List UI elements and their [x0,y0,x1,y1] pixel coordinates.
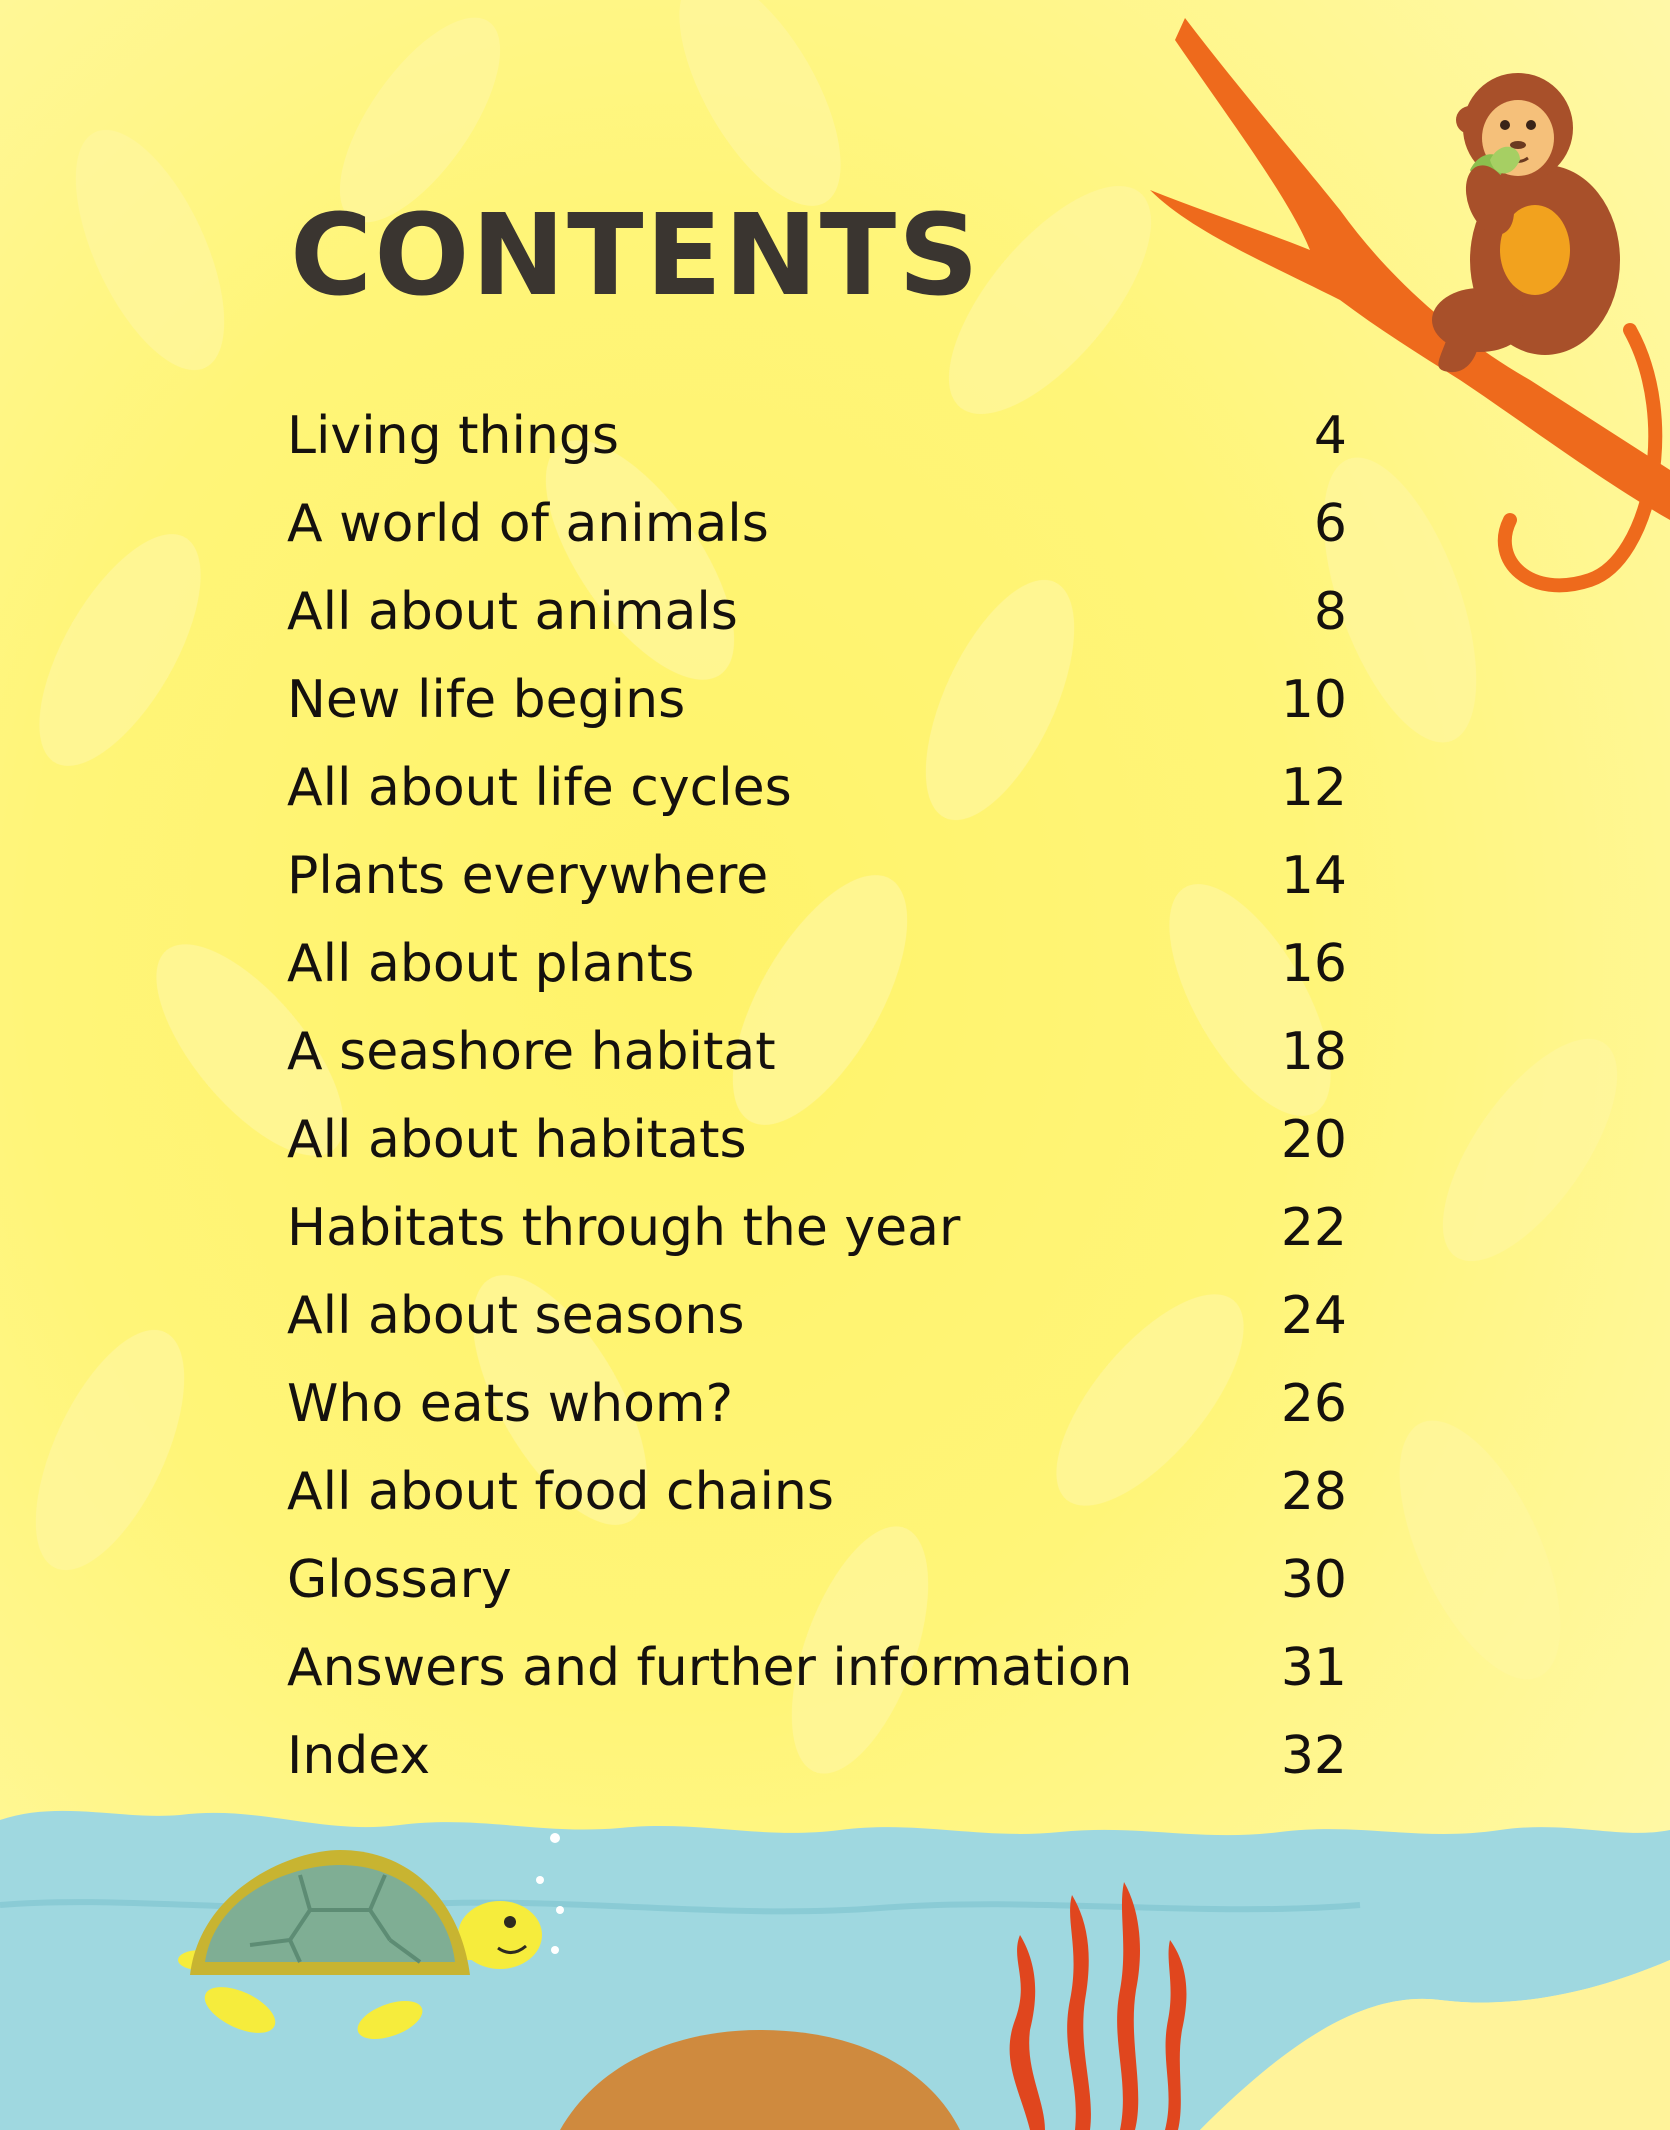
toc-entry-page: 8 [1313,582,1347,642]
toc-entry-page: 4 [1313,406,1347,466]
toc-entry-page: 30 [1280,1550,1347,1610]
toc-entry-page: 12 [1280,758,1347,818]
toc-entry-page: 14 [1280,846,1347,906]
toc-entry-page: 6 [1313,494,1347,554]
toc-entry-page: 18 [1280,1022,1347,1082]
page-title: CONTENTS [290,191,981,321]
toc-entry-page: 20 [1280,1110,1347,1170]
toc-entry-label: Who eats whom? [287,1374,734,1434]
toc-entry-label: A world of animals [287,494,769,554]
toc-entry-page: 16 [1280,934,1347,994]
toc-entry-label: Habitats through the year [287,1198,961,1258]
toc-entry-label: Answers and further information [287,1638,1133,1698]
toc-entry-page: 22 [1280,1198,1347,1258]
toc-entry-label: Plants everywhere [287,846,769,906]
toc-entry-label: All about food chains [287,1462,834,1522]
toc-entry-label: All about seasons [287,1286,745,1346]
toc-entry-page: 31 [1280,1638,1347,1698]
toc-entry-label: A seashore habitat [287,1022,776,1082]
monkey-illustration [1432,73,1655,585]
toc-entry-label: Living things [287,406,619,466]
toc-entry-page: 26 [1280,1374,1347,1434]
toc-entry-page: 24 [1280,1286,1347,1346]
toc-entry-page: 32 [1280,1726,1347,1786]
toc-entry-label: New life begins [287,670,686,730]
toc-entry-label: Glossary [287,1550,512,1610]
toc-entry-label: All about life cycles [287,758,792,818]
toc-entry-page: 28 [1280,1462,1347,1522]
toc-entry-page: 10 [1280,670,1347,730]
toc-entry-label: All about habitats [287,1110,747,1170]
toc-entry-label: Index [287,1726,431,1786]
toc-entry-label: All about animals [287,582,738,642]
toc-entry-label: All about plants [287,934,695,994]
